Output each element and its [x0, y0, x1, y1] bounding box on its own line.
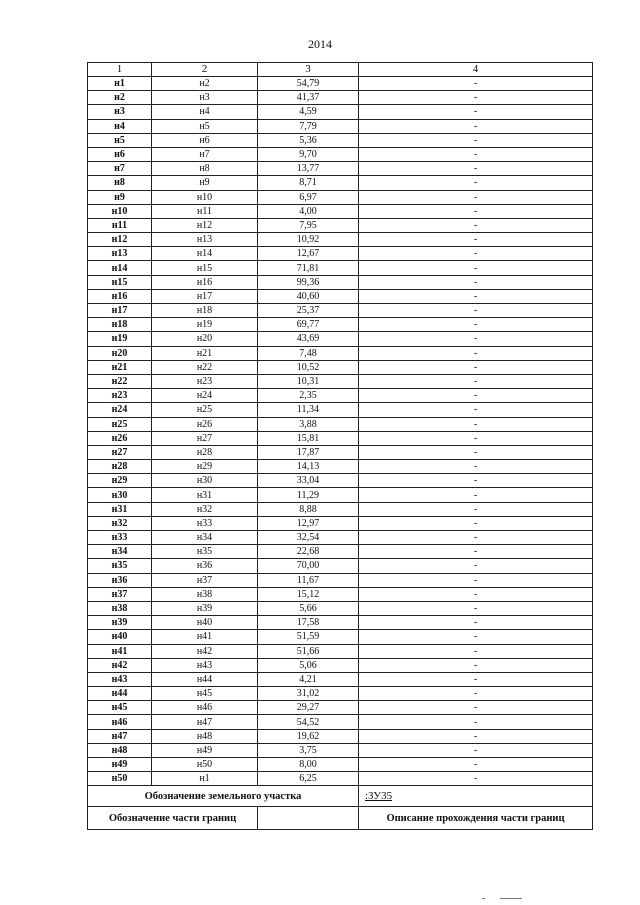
table-row — [88, 91, 593, 105]
table-row — [88, 133, 593, 147]
cell-col-3: 51,59 — [258, 630, 359, 644]
cell-col-4: - — [359, 204, 593, 218]
cell-col-1: н31 — [88, 502, 152, 516]
cell-col-4: - — [359, 304, 593, 318]
table-row — [88, 431, 593, 445]
table-row — [88, 289, 593, 303]
table-row — [88, 616, 593, 630]
cell-col-3: 7,48 — [258, 346, 359, 360]
cell-col-1: н5 — [88, 133, 152, 147]
cell-col-2: н45 — [152, 687, 258, 701]
cell-col-4: - — [359, 715, 593, 729]
cell-col-1: н47 — [88, 729, 152, 743]
table-row — [88, 758, 593, 772]
cell-col-1: н30 — [88, 488, 152, 502]
table-row — [88, 275, 593, 289]
cell-col-3: 15,12 — [258, 587, 359, 601]
cell-col-3: 71,81 — [258, 261, 359, 275]
cell-col-4: - — [359, 672, 593, 686]
cell-col-4: - — [359, 758, 593, 772]
cell-col-3: 25,37 — [258, 304, 359, 318]
table-row — [88, 573, 593, 587]
cell-col-3: 10,52 — [258, 360, 359, 374]
cell-col-3: 2,35 — [258, 389, 359, 403]
table-row — [88, 176, 593, 190]
cell-col-4: - — [359, 516, 593, 530]
table-row — [88, 374, 593, 388]
cell-col-2: н50 — [152, 758, 258, 772]
cell-col-1: н16 — [88, 289, 152, 303]
cell-col-3: 33,04 — [258, 474, 359, 488]
part-boundary-row — [88, 807, 593, 830]
cell-col-3: 7,95 — [258, 218, 359, 232]
cell-col-2: н42 — [152, 644, 258, 658]
table-row — [88, 261, 593, 275]
cell-col-1: н35 — [88, 559, 152, 573]
cell-col-2: н22 — [152, 360, 258, 374]
table-row — [88, 318, 593, 332]
cell-col-4: - — [359, 573, 593, 587]
cell-col-4: - — [359, 77, 593, 91]
cell-col-1: н20 — [88, 346, 152, 360]
table-row — [88, 502, 593, 516]
table-row — [88, 516, 593, 530]
cell-col-4: - — [359, 587, 593, 601]
cell-col-1: н21 — [88, 360, 152, 374]
cell-col-2: н33 — [152, 516, 258, 530]
cell-col-2: н10 — [152, 190, 258, 204]
cell-col-1: н23 — [88, 389, 152, 403]
cell-col-2: н18 — [152, 304, 258, 318]
cell-col-2: н3 — [152, 91, 258, 105]
cell-col-3: 11,67 — [258, 573, 359, 587]
table-row — [88, 105, 593, 119]
cell-col-4: - — [359, 190, 593, 204]
cell-col-1: н43 — [88, 672, 152, 686]
cell-col-4: - — [359, 176, 593, 190]
cell-col-4: - — [359, 772, 593, 786]
cell-col-2: н44 — [152, 672, 258, 686]
cell-col-4: - — [359, 91, 593, 105]
land-designation-value: :ЗУ35 — [359, 786, 593, 807]
cell-col-4: - — [359, 601, 593, 615]
cell-col-4: - — [359, 658, 593, 672]
table-row — [88, 545, 593, 559]
cell-col-3: 22,68 — [258, 545, 359, 559]
cell-col-1: н7 — [88, 162, 152, 176]
cell-col-3: 32,54 — [258, 531, 359, 545]
cell-col-3: 17,87 — [258, 445, 359, 459]
cell-col-2: н30 — [152, 474, 258, 488]
part-description-label: Описание прохождения части границ — [359, 807, 593, 830]
cell-col-2: н31 — [152, 488, 258, 502]
cell-col-1: н11 — [88, 218, 152, 232]
cell-col-2: н46 — [152, 701, 258, 715]
cell-col-1: н22 — [88, 374, 152, 388]
cell-col-3: 3,88 — [258, 417, 359, 431]
table-row — [88, 346, 593, 360]
table-row — [88, 488, 593, 502]
table-row — [88, 531, 593, 545]
scan-artifact — [500, 898, 522, 899]
cell-col-3: 31,02 — [258, 687, 359, 701]
cell-col-2: н40 — [152, 616, 258, 630]
table-row — [88, 147, 593, 161]
cell-col-2: н34 — [152, 531, 258, 545]
cell-col-3: 3,75 — [258, 743, 359, 757]
cell-col-2: н29 — [152, 460, 258, 474]
page-number: 2014 — [308, 37, 332, 51]
cell-col-4: - — [359, 743, 593, 757]
boundary-table — [87, 62, 593, 830]
cell-col-4: - — [359, 474, 593, 488]
cell-col-4: - — [359, 701, 593, 715]
table-row — [88, 729, 593, 743]
cell-col-3: 11,29 — [258, 488, 359, 502]
cell-col-4: - — [359, 360, 593, 374]
cell-col-1: н38 — [88, 601, 152, 615]
cell-col-1: н36 — [88, 573, 152, 587]
table-row — [88, 218, 593, 232]
cell-col-2: н11 — [152, 204, 258, 218]
cell-col-4: - — [359, 687, 593, 701]
cell-col-3: 13,77 — [258, 162, 359, 176]
table-row — [88, 772, 593, 786]
cell-col-4: - — [359, 644, 593, 658]
header-col-1: 1 — [88, 63, 152, 77]
cell-col-3: 54,79 — [258, 77, 359, 91]
cell-col-2: н15 — [152, 261, 258, 275]
table-row — [88, 587, 593, 601]
cell-col-3: 99,36 — [258, 275, 359, 289]
cell-col-4: - — [359, 559, 593, 573]
cell-col-3: 7,79 — [258, 119, 359, 133]
table-row — [88, 389, 593, 403]
table-row — [88, 743, 593, 757]
cell-col-3: 70,00 — [258, 559, 359, 573]
cell-col-4: - — [359, 318, 593, 332]
cell-col-4: - — [359, 332, 593, 346]
cell-col-1: н39 — [88, 616, 152, 630]
cell-col-2: н1 — [152, 772, 258, 786]
cell-col-1: н17 — [88, 304, 152, 318]
table-row — [88, 119, 593, 133]
cell-col-4: - — [359, 431, 593, 445]
cell-col-4: - — [359, 374, 593, 388]
cell-col-3: 10,92 — [258, 233, 359, 247]
cell-col-2: н38 — [152, 587, 258, 601]
table-row — [88, 417, 593, 431]
cell-col-2: н26 — [152, 417, 258, 431]
cell-col-2: н28 — [152, 445, 258, 459]
cell-col-1: н26 — [88, 431, 152, 445]
cell-col-2: н24 — [152, 389, 258, 403]
cell-col-4: - — [359, 488, 593, 502]
cell-col-4: - — [359, 119, 593, 133]
scan-artifact — [482, 898, 485, 899]
cell-col-2: н17 — [152, 289, 258, 303]
cell-col-4: - — [359, 261, 593, 275]
cell-col-3: 41,37 — [258, 91, 359, 105]
cell-col-1: н45 — [88, 701, 152, 715]
cell-col-1: н24 — [88, 403, 152, 417]
cell-col-2: н36 — [152, 559, 258, 573]
cell-col-3: 8,00 — [258, 758, 359, 772]
cell-col-3: 5,06 — [258, 658, 359, 672]
table-row — [88, 715, 593, 729]
cell-col-2: н14 — [152, 247, 258, 261]
table-row — [88, 77, 593, 91]
cell-col-4: - — [359, 531, 593, 545]
cell-col-1: н33 — [88, 531, 152, 545]
cell-col-4: - — [359, 247, 593, 261]
cell-col-2: н2 — [152, 77, 258, 91]
cell-col-1: н25 — [88, 417, 152, 431]
part-empty-cell — [258, 807, 359, 830]
cell-col-2: н35 — [152, 545, 258, 559]
table-row — [88, 247, 593, 261]
table-row — [88, 559, 593, 573]
table-row — [88, 687, 593, 701]
cell-col-2: н9 — [152, 176, 258, 190]
cell-col-2: н7 — [152, 147, 258, 161]
header-col-2: 2 — [152, 63, 258, 77]
cell-col-4: - — [359, 346, 593, 360]
cell-col-1: н27 — [88, 445, 152, 459]
cell-col-1: н4 — [88, 119, 152, 133]
cell-col-3: 43,69 — [258, 332, 359, 346]
cell-col-4: - — [359, 502, 593, 516]
cell-col-2: н37 — [152, 573, 258, 587]
cell-col-1: н9 — [88, 190, 152, 204]
table-row — [88, 630, 593, 644]
cell-col-2: н21 — [152, 346, 258, 360]
cell-col-3: 4,59 — [258, 105, 359, 119]
cell-col-1: н50 — [88, 772, 152, 786]
boundary-table-body — [88, 63, 593, 786]
cell-col-3: 19,62 — [258, 729, 359, 743]
cell-col-1: н40 — [88, 630, 152, 644]
cell-col-1: н48 — [88, 743, 152, 757]
table-row — [88, 204, 593, 218]
cell-col-2: н12 — [152, 218, 258, 232]
table-row — [88, 304, 593, 318]
table-row — [88, 601, 593, 615]
cell-col-2: н20 — [152, 332, 258, 346]
cell-col-2: н16 — [152, 275, 258, 289]
cell-col-1: н18 — [88, 318, 152, 332]
cell-col-3: 29,27 — [258, 701, 359, 715]
cell-col-4: - — [359, 147, 593, 161]
cell-col-2: н43 — [152, 658, 258, 672]
part-label: Обозначение части границ — [88, 807, 258, 830]
cell-col-3: 40,60 — [258, 289, 359, 303]
cell-col-1: н8 — [88, 176, 152, 190]
cell-col-3: 17,58 — [258, 616, 359, 630]
cell-col-4: - — [359, 218, 593, 232]
cell-col-4: - — [359, 630, 593, 644]
cell-col-1: н28 — [88, 460, 152, 474]
land-designation-label: Обозначение земельного участка — [88, 786, 359, 807]
cell-col-4: - — [359, 616, 593, 630]
cell-col-4: - — [359, 289, 593, 303]
table-row — [88, 460, 593, 474]
cell-col-1: н41 — [88, 644, 152, 658]
table-row — [88, 403, 593, 417]
cell-col-4: - — [359, 545, 593, 559]
cell-col-2: н27 — [152, 431, 258, 445]
header-col-3: 3 — [258, 63, 359, 77]
cell-col-3: 4,00 — [258, 204, 359, 218]
cell-col-1: н13 — [88, 247, 152, 261]
cell-col-1: н37 — [88, 587, 152, 601]
cell-col-2: н23 — [152, 374, 258, 388]
cell-col-1: н29 — [88, 474, 152, 488]
cell-col-3: 54,52 — [258, 715, 359, 729]
cell-col-1: н32 — [88, 516, 152, 530]
table-row — [88, 658, 593, 672]
table-row — [88, 360, 593, 374]
table-row — [88, 162, 593, 176]
cell-col-4: - — [359, 417, 593, 431]
cell-col-4: - — [359, 162, 593, 176]
cell-col-3: 5,66 — [258, 601, 359, 615]
cell-col-4: - — [359, 403, 593, 417]
cell-col-4: - — [359, 445, 593, 459]
cell-col-1: н6 — [88, 147, 152, 161]
cell-col-1: н1 — [88, 77, 152, 91]
cell-col-3: 10,31 — [258, 374, 359, 388]
cell-col-1: н42 — [88, 658, 152, 672]
cell-col-3: 8,88 — [258, 502, 359, 516]
table-row — [88, 445, 593, 459]
table-row — [88, 190, 593, 204]
cell-col-4: - — [359, 729, 593, 743]
cell-col-1: н34 — [88, 545, 152, 559]
table-row — [88, 672, 593, 686]
cell-col-1: н12 — [88, 233, 152, 247]
cell-col-2: н39 — [152, 601, 258, 615]
cell-col-3: 5,36 — [258, 133, 359, 147]
table-row — [88, 233, 593, 247]
cell-col-1: н44 — [88, 687, 152, 701]
cell-col-4: - — [359, 460, 593, 474]
cell-col-2: н6 — [152, 133, 258, 147]
header-col-4: 4 — [359, 63, 593, 77]
cell-col-4: - — [359, 233, 593, 247]
cell-col-2: н5 — [152, 119, 258, 133]
land-designation-row — [88, 786, 593, 807]
cell-col-4: - — [359, 275, 593, 289]
cell-col-3: 6,97 — [258, 190, 359, 204]
cell-col-1: н49 — [88, 758, 152, 772]
cell-col-4: - — [359, 133, 593, 147]
cell-col-1: н15 — [88, 275, 152, 289]
cell-col-1: н3 — [88, 105, 152, 119]
cell-col-3: 51,66 — [258, 644, 359, 658]
cell-col-2: н49 — [152, 743, 258, 757]
header-row — [88, 63, 593, 77]
cell-col-2: н19 — [152, 318, 258, 332]
cell-col-2: н13 — [152, 233, 258, 247]
cell-col-3: 14,13 — [258, 460, 359, 474]
cell-col-2: н41 — [152, 630, 258, 644]
cell-col-2: н4 — [152, 105, 258, 119]
cell-col-3: 8,71 — [258, 176, 359, 190]
cell-col-1: н14 — [88, 261, 152, 275]
cell-col-1: н19 — [88, 332, 152, 346]
cell-col-2: н8 — [152, 162, 258, 176]
cell-col-3: 11,34 — [258, 403, 359, 417]
cell-col-3: 4,21 — [258, 672, 359, 686]
table-row — [88, 332, 593, 346]
cell-col-1: н46 — [88, 715, 152, 729]
cell-col-4: - — [359, 389, 593, 403]
table-row — [88, 701, 593, 715]
cell-col-3: 69,77 — [258, 318, 359, 332]
cell-col-2: н25 — [152, 403, 258, 417]
cell-col-2: н48 — [152, 729, 258, 743]
cell-col-3: 12,97 — [258, 516, 359, 530]
cell-col-2: н32 — [152, 502, 258, 516]
table-row — [88, 474, 593, 488]
cell-col-3: 9,70 — [258, 147, 359, 161]
table-row — [88, 644, 593, 658]
cell-col-3: 6,25 — [258, 772, 359, 786]
cell-col-2: н47 — [152, 715, 258, 729]
cell-col-3: 15,81 — [258, 431, 359, 445]
cell-col-1: н10 — [88, 204, 152, 218]
cell-col-4: - — [359, 105, 593, 119]
cell-col-3: 12,67 — [258, 247, 359, 261]
cell-col-1: н2 — [88, 91, 152, 105]
